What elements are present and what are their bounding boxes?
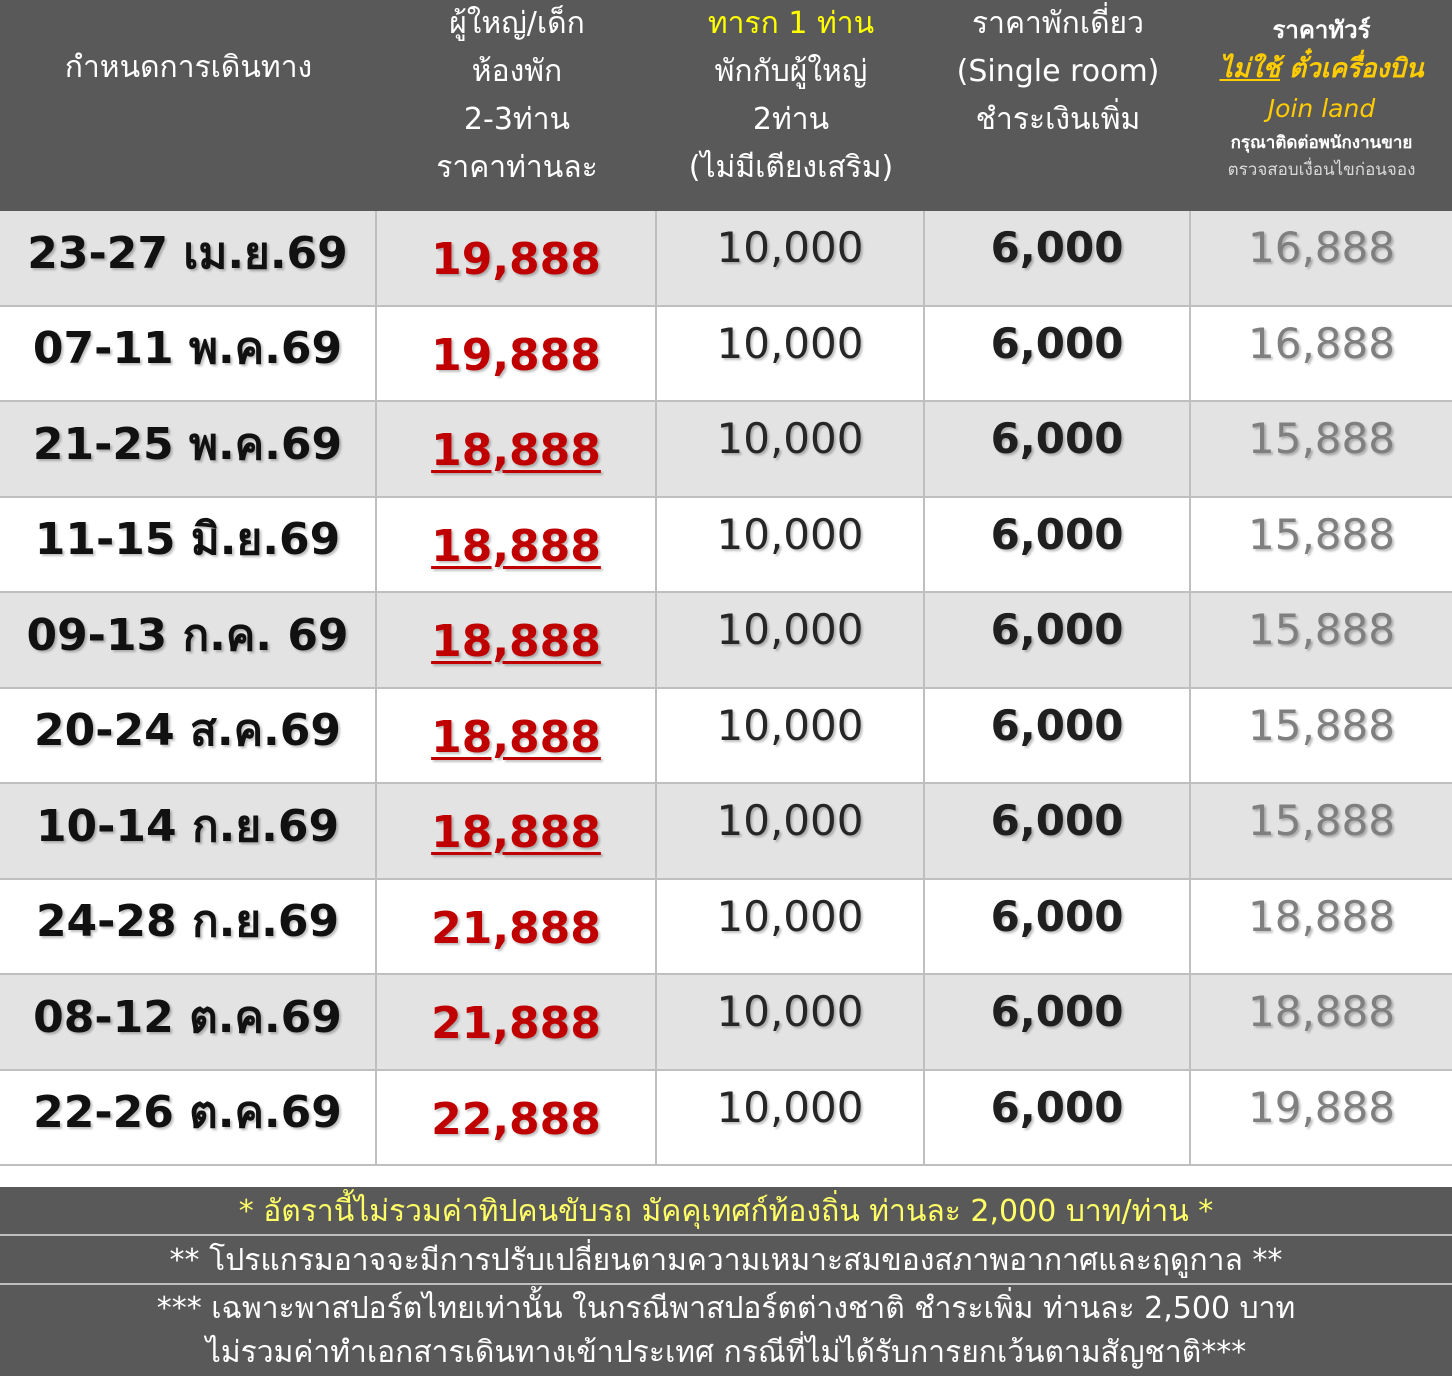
single-room-cell: 6,000 <box>925 784 1191 878</box>
table-row <box>0 307 1452 403</box>
single-room-cell: 6,000 <box>925 402 1191 496</box>
header-infant-price <box>657 0 925 211</box>
header-col3-highlight: ทารก 1 ท่าน <box>707 5 875 41</box>
join-land-price-cell: 15,888 <box>1248 414 1395 464</box>
header-join-land <box>1191 0 1452 211</box>
adult-price-cell: 21,888 <box>377 975 657 1069</box>
departure-date-cell: 11-15 มิ.ย.69 <box>0 498 377 592</box>
adult-price-cell: 19,888 <box>377 307 657 401</box>
header-col5-check: ตรวจสอบเงื่อนไขก่อนจอง <box>1227 159 1416 180</box>
table-row <box>0 1071 1452 1167</box>
note-passport-line2: ไม่รวมค่าทำเอกสารเดินทางเข้าประเทศ กรณีที่ไม่ได้รับการยกเว้นตามสัญชาติ*** <box>205 1335 1247 1370</box>
join-land-price-cell: 15,888 <box>1248 509 1395 559</box>
departure-date-cell: 07-11 พ.ค.69 <box>0 307 377 401</box>
infant-price-cell: 10,000 <box>657 784 925 878</box>
single-room-cell: 6,000 <box>925 689 1191 783</box>
adult-price-cell: 21,888 <box>377 880 657 974</box>
header-col3-line1: พักกับผู้ใหญ่ <box>714 53 868 89</box>
table-header <box>0 0 1452 211</box>
single-room-cell: 6,000 <box>925 1071 1191 1165</box>
single-room-cell: 6,000 <box>925 880 1191 974</box>
header-col2-line3: 2-3ท่าน <box>463 101 571 137</box>
departure-date-cell: 08-12 ต.ค.69 <box>0 975 377 1069</box>
header-departure-date <box>0 0 377 211</box>
header-col1-label: กำหนดการเดินทาง <box>64 49 313 85</box>
adult-price-cell: 22,888 <box>377 1071 657 1165</box>
join-land-price-cell: 16,888 <box>1248 318 1395 368</box>
header-col2-line1: ผู้ใหญ่/เด็ก <box>449 5 585 41</box>
adult-price-cell: 18,888 <box>377 402 657 496</box>
header-col3-line3: (ไม่มีเตียงเสริม) <box>688 149 894 185</box>
table-row <box>0 498 1452 594</box>
adult-price-cell: 19,888 <box>377 211 657 305</box>
header-col2-line4: ราคาท่านละ <box>436 149 598 185</box>
departure-date-cell: 23-27 เม.ย.69 <box>0 211 377 305</box>
single-room-cell: 6,000 <box>925 975 1191 1069</box>
infant-price-cell: 10,000 <box>657 307 925 401</box>
adult-price-cell: 18,888 <box>377 689 657 783</box>
note-passport-line1: *** เฉพาะพาสปอร์ตไทยเท่านั้น ในกรณีพาสปอร์ตต่างชาติ ชำระเพิ่ม ท่านละ 2,500 บาท <box>156 1291 1296 1326</box>
notes-section <box>0 1187 1452 1376</box>
join-land-price-cell: 15,888 <box>1248 700 1395 750</box>
table-row <box>0 784 1452 880</box>
departure-date-cell: 20-24 ส.ค.69 <box>0 689 377 783</box>
table-row <box>0 880 1452 976</box>
departure-date-cell: 24-28 ก.ย.69 <box>0 880 377 974</box>
infant-price-cell: 10,000 <box>657 880 925 974</box>
infant-price-cell: 10,000 <box>657 1071 925 1165</box>
join-land-price-cell: 18,888 <box>1248 891 1395 941</box>
header-adult-price <box>377 0 657 211</box>
header-col5-join: Join land <box>1267 93 1376 123</box>
departure-date-cell: 21-25 พ.ค.69 <box>0 402 377 496</box>
single-room-cell: 6,000 <box>925 307 1191 401</box>
departure-date-cell: 09-13 ก.ค. 69 <box>0 593 377 687</box>
header-col5-contact: กรุณาติดต่อพนักงานขาย <box>1230 132 1413 153</box>
note-tip: * อัตรานี้ไม่รวมค่าทิปคนขับรถ มัคคุเทศก์ท้องถิ่น ท่านละ 2,000 บาท/ท่าน * <box>0 1187 1452 1236</box>
departure-date-cell: 10-14 ก.ย.69 <box>0 784 377 878</box>
single-room-cell: 6,000 <box>925 211 1191 305</box>
table-row <box>0 689 1452 785</box>
price-rows <box>0 211 1452 1166</box>
header-col3-line2: 2ท่าน <box>752 101 830 137</box>
table-row <box>0 211 1452 307</box>
join-land-price-cell: 19,888 <box>1248 1082 1395 1132</box>
join-land-price-cell: 16,888 <box>1248 223 1395 273</box>
table-row <box>0 593 1452 689</box>
single-room-cell: 6,000 <box>925 498 1191 592</box>
table-row <box>0 975 1452 1071</box>
infant-price-cell: 10,000 <box>657 593 925 687</box>
infant-price-cell: 10,000 <box>657 975 925 1069</box>
adult-price-cell: 18,888 <box>377 498 657 592</box>
adult-price-cell: 18,888 <box>377 784 657 878</box>
join-land-price-cell: 15,888 <box>1248 605 1395 655</box>
infant-price-cell: 10,000 <box>657 689 925 783</box>
departure-date-cell: 22-26 ต.ค.69 <box>0 1071 377 1165</box>
infant-price-cell: 10,000 <box>657 402 925 496</box>
header-col4-line2: (Single room) <box>956 53 1160 89</box>
header-col5-no: ไม่ใช้ <box>1219 53 1281 84</box>
adult-price-cell: 18,888 <box>377 593 657 687</box>
header-col4-line3: ชำระเงินเพิ่ม <box>975 101 1141 137</box>
header-col4-line1: ราคาพักเดี่ยว <box>972 5 1144 41</box>
header-single-room <box>925 0 1191 211</box>
table-row <box>0 402 1452 498</box>
join-land-price-cell: 15,888 <box>1248 796 1395 846</box>
join-land-price-cell: 18,888 <box>1248 987 1395 1037</box>
header-col5-no-ticket <box>1220 49 1424 89</box>
note-passport <box>0 1285 1452 1376</box>
header-col2-line2: ห้องพัก <box>471 53 563 89</box>
note-program-change: ** โปรแกรมอาจจะมีการปรับเปลี่ยนตามความเหมาะสมของสภาพอากาศและฤดูกาล ** <box>0 1236 1452 1285</box>
infant-price-cell: 10,000 <box>657 211 925 305</box>
single-room-cell: 6,000 <box>925 593 1191 687</box>
header-col5-ticket: ตั๋วเครื่องบิน <box>1280 53 1424 84</box>
infant-price-cell: 10,000 <box>657 498 925 592</box>
header-col5-title: ราคาทัวร์ <box>1272 15 1371 44</box>
